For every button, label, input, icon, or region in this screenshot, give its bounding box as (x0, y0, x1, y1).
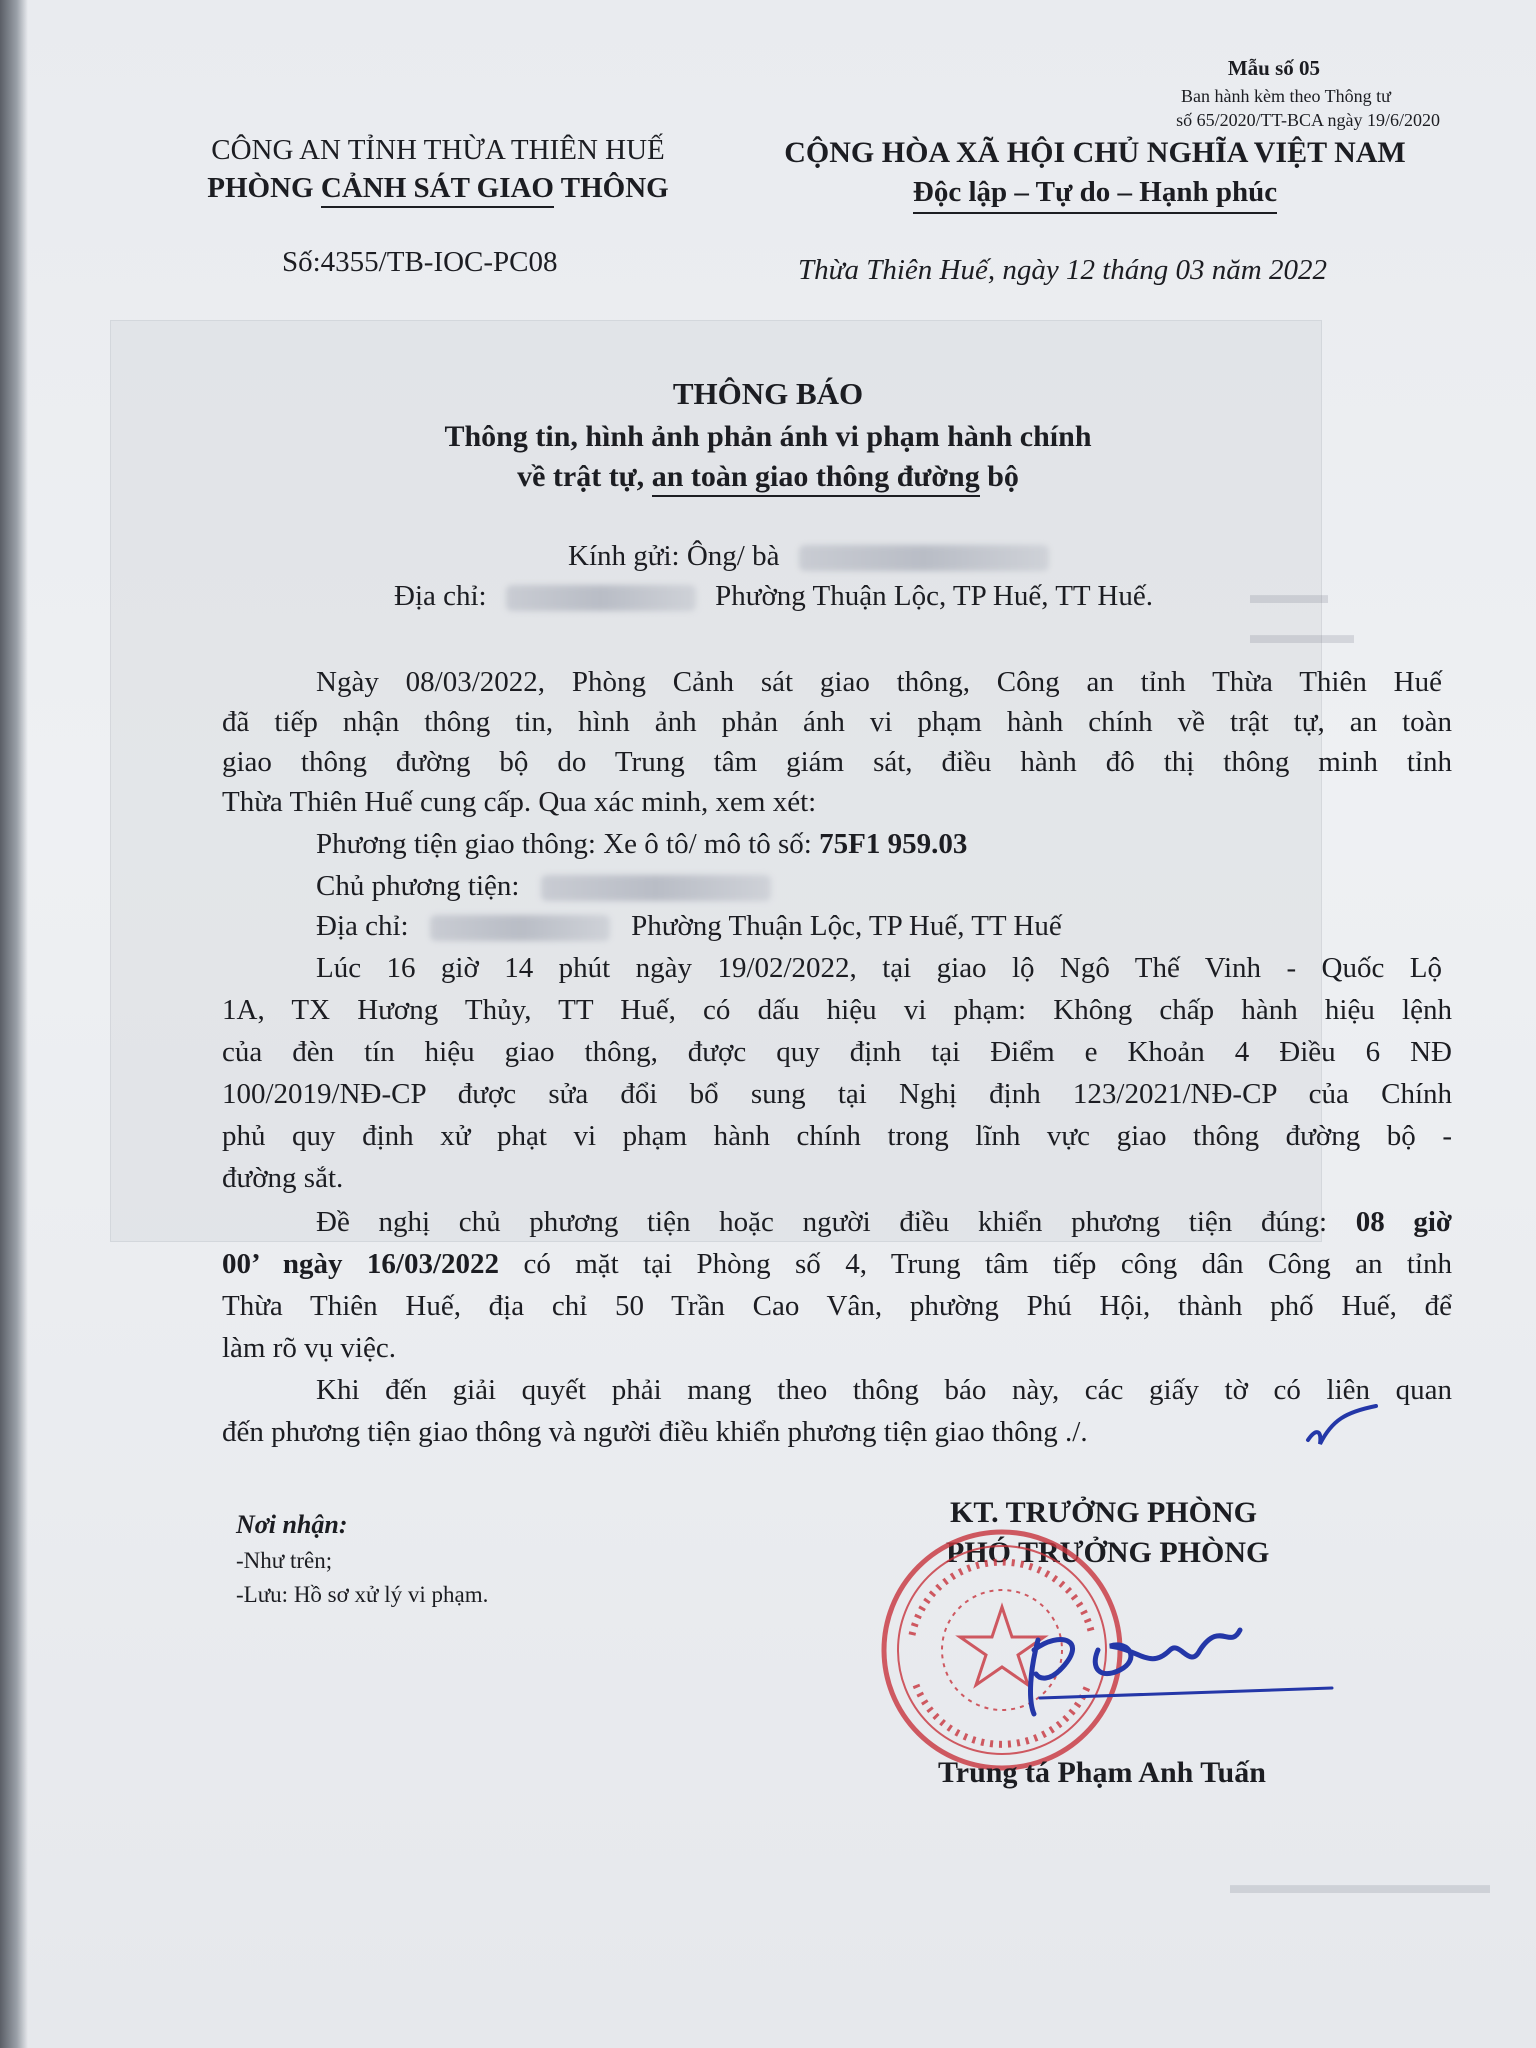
signer-role-1: KT. TRƯỞNG PHÒNG (950, 1496, 1257, 1529)
show-through-mark: ▬▬▬ (1250, 580, 1328, 609)
body-line: 100/2019/NĐ-CP được sửa đổi bổ sung tại Nghị định 123/2021/NĐ-CP của Chính (222, 1078, 1452, 1110)
redacted-owner-address (430, 915, 610, 941)
body-line: Ngày 08/03/2022, Phòng Cảnh sát giao thông, Công an tỉnh Thừa Thiên Huế (316, 666, 1442, 698)
redacted-address (506, 585, 696, 611)
form-issued-with: Ban hành kèm theo Thông tư (1181, 86, 1391, 106)
owner-address-line (316, 910, 1062, 943)
country-name: CỘNG HÒA XÃ HỘI CHỦ NGHĨA VIỆT NAM (784, 136, 1406, 169)
owner-label: Chủ phương tiện: (316, 870, 520, 902)
body-line (316, 1206, 1452, 1239)
subtitle-2-underlined: an toàn giao thông đường (652, 460, 980, 497)
recipient-greeting: Kính gửi: Ông/ bà (568, 540, 780, 572)
agency-suffix: THÔNG (560, 172, 669, 204)
appointment-time: 08 giờ (1355, 1206, 1452, 1238)
body-line: giao thông đường bộ do Trung tâm giám sát, điều hành đô thị thông minh tỉnh (222, 746, 1452, 778)
recipients-label: Nơi nhận: (236, 1510, 348, 1539)
body-line: Thừa Thiên Huế, địa chỉ 50 Trần Cao Vân, phường Phú Hội, thành phố Huế, để (222, 1290, 1452, 1322)
agency-name (168, 172, 708, 205)
appointment-place: có mặt tại Phòng số 4, Trung tâm tiếp công dân Công an tỉnh (499, 1248, 1452, 1280)
body-line: phủ quy định xử phạt vi phạm hành chính trong lĩnh vực giao thông đường bộ - (222, 1120, 1452, 1152)
owner-address-label: Địa chỉ: (316, 910, 409, 942)
place-date: Thừa Thiên Huế, ngày 12 tháng 03 năm 2022 (798, 254, 1327, 286)
recipient-item: -Như trên; (236, 1548, 333, 1573)
body-line: Lúc 16 giờ 14 phút ngày 19/02/2022, tại giao lộ Ngô Thế Vinh - Quốc Lộ (316, 952, 1442, 984)
appointment-text: Đề nghị chủ phương tiện hoặc người điều khiển phương tiện đúng: (316, 1206, 1356, 1238)
notice-subtitle-2 (0, 460, 1536, 494)
agency-parent: CÔNG AN TỈNH THỪA THIÊN HUẾ (211, 134, 665, 166)
body-line: Khi đến giải quyết phải mang theo thông báo này, các giấy tờ có liên quan (316, 1374, 1452, 1406)
recipient-address-line (394, 580, 1153, 613)
vehicle-line (316, 828, 967, 861)
body-line: đến phương tiện giao thông và người điều khiển phương tiện giao thông ./. (222, 1416, 1088, 1448)
redacted-name (799, 545, 1049, 571)
agency-prefix: PHÒNG (207, 172, 314, 204)
body-line: đường sắt. (222, 1162, 344, 1194)
notice-subtitle-1: Thông tin, hình ảnh phản ánh vi phạm hành chính (444, 420, 1092, 453)
signature (1020, 1610, 1350, 1720)
owner-address: Phường Thuận Lộc, TP Huế, TT Huế (631, 910, 1062, 942)
vehicle-plate: 75F1 959.03 (819, 828, 968, 860)
initial-mark (1302, 1400, 1382, 1460)
recipient-greeting-line (568, 540, 1049, 573)
form-number: Mẫu số 05 (1227, 56, 1320, 80)
agency-underlined: CẢNH SÁT GIAO (321, 172, 554, 208)
show-through-mark: ▬▬▬▬ (1250, 620, 1354, 649)
redacted-owner (541, 875, 771, 901)
recipient-address-label: Địa chỉ: (394, 580, 487, 612)
page-edge-shadow (0, 0, 28, 2048)
recipient-item: -Lưu: Hồ sơ xử lý vi phạm. (236, 1582, 489, 1607)
subtitle-2-part-a: về trật tự, (517, 460, 652, 493)
recipient-address: Phường Thuận Lộc, TP Huế, TT Huế. (715, 580, 1153, 612)
body-line: đã tiếp nhận thông tin, hình ảnh phản ánh vi phạm hành chính về trật tự, an toàn (222, 706, 1452, 738)
body-line: làm rõ vụ việc. (222, 1332, 396, 1364)
form-circular: số 65/2020/TT-BCA ngày 19/6/2020 (1176, 110, 1440, 130)
body-line: 1A, TX Hương Thủy, TT Huế, có dấu hiệu vi phạm: Không chấp hành hiệu lệnh (222, 994, 1452, 1026)
body-line: Thừa Thiên Huế cung cấp. Qua xác minh, xem xét: (222, 786, 817, 818)
signer-name: Trung tá Phạm Anh Tuấn (938, 1756, 1266, 1789)
motto (745, 176, 1445, 209)
appointment-date: 00’ ngày 16/03/2022 (222, 1248, 500, 1280)
owner-line (316, 870, 771, 903)
body-line (222, 1248, 1452, 1281)
subtitle-2-part-c: bộ (979, 460, 1019, 493)
show-through-mark: ▬▬▬▬▬▬▬▬▬▬ (1230, 1870, 1490, 1899)
body-line: của đèn tín hiệu giao thông, được quy định tại Điểm e Khoản 4 Điều 6 NĐ (222, 1036, 1452, 1068)
vehicle-label: Phương tiện giao thông: Xe ô tô/ mô tô số: (316, 828, 820, 860)
document-number: Số:4355/TB-IOC-PC08 (282, 246, 558, 278)
signer-role-2: PHÓ TRƯỞNG PHÒNG (946, 1536, 1270, 1569)
motto-text: Độc lập – Tự do – Hạnh phúc (913, 176, 1277, 214)
notice-title: THÔNG BÁO (672, 376, 864, 411)
